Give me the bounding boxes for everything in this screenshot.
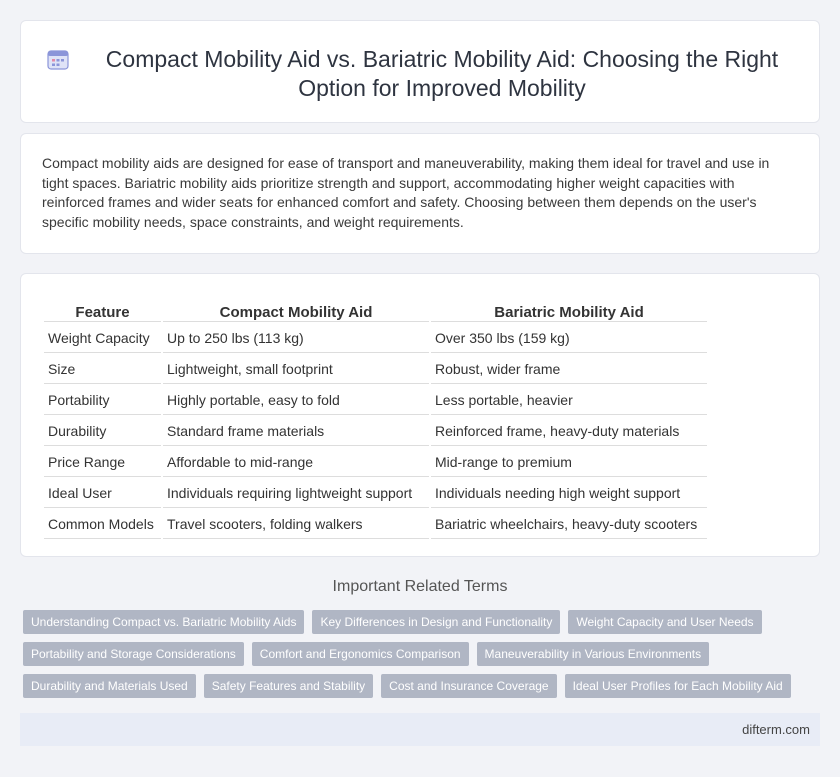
related-term-tag[interactable]: Understanding Compact vs. Bariatric Mobility Aids [23, 610, 304, 634]
related-term-tag[interactable]: Cost and Insurance Coverage [381, 674, 556, 698]
table-row [44, 417, 707, 446]
column-header: Compact Mobility Aid [163, 296, 429, 322]
related-term-tag[interactable]: Durability and Materials Used [23, 674, 196, 698]
table-cell: Travel scooters, folding walkers [163, 510, 429, 539]
tag-row [23, 610, 823, 634]
tag-row [23, 642, 823, 666]
table-row [44, 448, 707, 477]
table-row [44, 479, 707, 508]
intro-paragraph: Compact mobility aids are designed for ease of transport and maneuverability, making them ideal for travel and use in tight spaces. Bariatric mobility aids prioritize strength and support, accommodating higher weight capacities with reinforced frames and wider seats for enhanced comfort and safety. Choosing between them depends on the user's specific mobility needs, space constraints, and weight requirements. [42, 155, 770, 230]
table-cell: Standard frame materials [163, 417, 429, 446]
table-row [44, 355, 707, 384]
table-header-row [44, 296, 707, 322]
column-header: Bariatric Mobility Aid [431, 296, 707, 322]
related-term-tag[interactable]: Safety Features and Stability [204, 674, 373, 698]
table-cell: Mid-range to premium [431, 448, 707, 477]
title-card [20, 20, 820, 123]
related-terms [23, 610, 823, 706]
table-cell: Portability [44, 386, 161, 415]
comparison-card [20, 273, 820, 557]
related-term-tag[interactable]: Comfort and Ergonomics Comparison [252, 642, 469, 666]
tag-row [23, 674, 823, 698]
related-terms-heading: Important Related Terms [332, 578, 508, 595]
site-name[interactable]: difterm.com [742, 722, 810, 737]
table-cell: Less portable, heavier [431, 386, 707, 415]
table-cell: Affordable to mid-range [163, 448, 429, 477]
table-cell: Reinforced frame, heavy-duty materials [431, 417, 707, 446]
table-cell: Robust, wider frame [431, 355, 707, 384]
table-cell: Price Range [44, 448, 161, 477]
footer [20, 713, 820, 746]
table-row [44, 386, 707, 415]
related-term-tag[interactable]: Ideal User Profiles for Each Mobility Aid [565, 674, 791, 698]
table-cell: Highly portable, easy to fold [163, 386, 429, 415]
table-cell: Durability [44, 417, 161, 446]
page-title: Compact Mobility Aid vs. Bariatric Mobility Aid: Choosing the Right Option for Improved Mobility [105, 46, 779, 101]
table-cell: Ideal User [44, 479, 161, 508]
table-cell: Common Models [44, 510, 161, 539]
table-cell: Over 350 lbs (159 kg) [431, 324, 707, 353]
column-header: Feature [44, 296, 161, 322]
related-term-tag[interactable]: Maneuverability in Various Environments [477, 642, 710, 666]
related-term-tag[interactable]: Key Differences in Design and Functionality [312, 610, 560, 634]
related-term-tag[interactable]: Portability and Storage Considerations [23, 642, 244, 666]
table-cell: Up to 250 lbs (113 kg) [163, 324, 429, 353]
table-cell: Size [44, 355, 161, 384]
related-term-tag[interactable]: Weight Capacity and User Needs [568, 610, 761, 634]
table-cell: Individuals needing high weight support [431, 479, 707, 508]
calendar-icon [47, 48, 69, 70]
comparison-table [42, 294, 709, 541]
intro-card [20, 133, 820, 254]
table-row [44, 324, 707, 353]
table-cell: Bariatric wheelchairs, heavy-duty scooters [431, 510, 707, 539]
table-cell: Individuals requiring lightweight support [163, 479, 429, 508]
table-cell: Lightweight, small footprint [163, 355, 429, 384]
table-row [44, 510, 707, 539]
table-cell: Weight Capacity [44, 324, 161, 353]
